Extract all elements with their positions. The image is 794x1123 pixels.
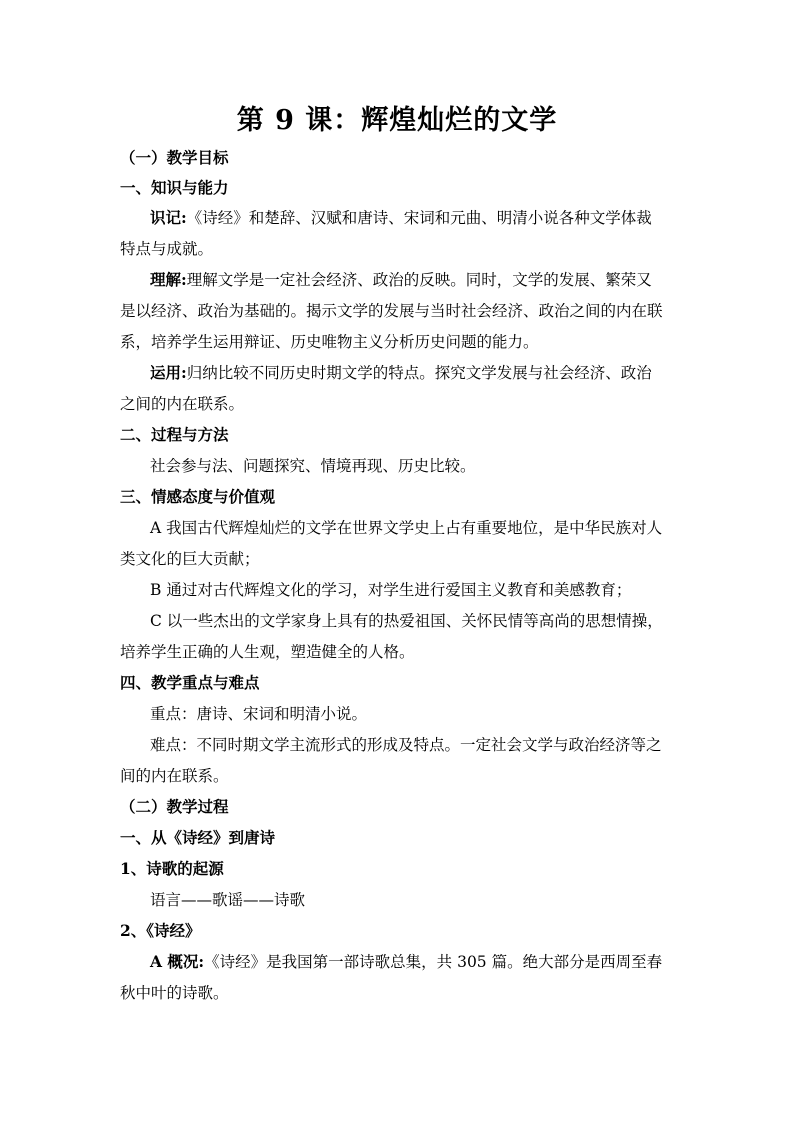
paragraph-line: A 我国古代辉煌灿烂的文学在世界文学史上占有重要地位，是中华民族对人 bbox=[150, 519, 663, 537]
paragraph-line bbox=[150, 270, 652, 290]
subsection-heading: 一、知识与能力 bbox=[120, 178, 229, 197]
term-label: 运用: bbox=[150, 363, 187, 382]
subsection-heading: 四、教学重点与难点 bbox=[120, 673, 260, 692]
paragraph-line: 之间的内在联系。 bbox=[120, 395, 245, 413]
term-label: 理解: bbox=[150, 270, 187, 289]
term-label: 识记: bbox=[150, 208, 187, 227]
paragraph-line: 类文化的巨大贡献； bbox=[120, 550, 260, 568]
paragraph-line: 系，培养学生运用辩证、历史唯物主义分析历史问题的能力。 bbox=[120, 333, 539, 351]
subsection-heading: 一、从《诗经》到唐诗 bbox=[120, 828, 276, 847]
paragraph-line: 重点：唐诗、宋词和明清小说。 bbox=[150, 705, 368, 723]
subsection-heading: 2、《诗经》 bbox=[120, 921, 201, 940]
subsection-heading: 1、诗歌的起源 bbox=[120, 859, 224, 878]
page-title: 第 9 课：辉煌灿烂的文学 bbox=[236, 105, 558, 136]
paragraph-line: 语言——歌谣——诗歌 bbox=[150, 891, 306, 909]
subsection-heading: 三、情感态度与价值观 bbox=[120, 487, 276, 506]
paragraph-line: 特点与成就。 bbox=[120, 240, 214, 258]
paragraph-line bbox=[150, 363, 652, 383]
paragraph-text: 《诗经》和楚辞、汉赋和唐诗、宋词和元曲、明清小说各种文学体裁 bbox=[186, 209, 652, 227]
paragraph-text: 理解文学是一定社会经济、政治的反映。同时，文学的发展、繁荣又 bbox=[186, 271, 652, 289]
paragraph-line: 难点：不同时期文学主流形式的形成及特点。一定社会文学与政治经济等之 bbox=[150, 736, 662, 754]
section-heading: （二）教学过程 bbox=[120, 797, 229, 816]
paragraph-line: 秋中叶的诗歌。 bbox=[120, 984, 229, 1002]
subsection-heading: 二、过程与方法 bbox=[120, 425, 229, 444]
paragraph-line: 间的内在联系。 bbox=[120, 767, 229, 785]
paragraph-line bbox=[150, 208, 652, 228]
paragraph-line: C 以一些杰出的文学家身上具有的热爱祖国、关怀民情等高尚的思想情操， bbox=[150, 612, 663, 630]
paragraph-line: 社会参与法、问题探究、情境再现、历史比较。 bbox=[150, 457, 476, 475]
section-heading: （一）教学目标 bbox=[120, 148, 229, 167]
paragraph-line: B 通过对古代辉煌文化的学习，对学生进行爱国主义教育和美感教育； bbox=[150, 581, 632, 599]
paragraph-line: 培养学生正确的人生观，塑造健全的人格。 bbox=[120, 643, 415, 661]
paragraph-line bbox=[150, 952, 662, 972]
paragraph-line: 是以经济、政治为基础的。揭示文学的发展与当时社会经济、政治之间的内在联 bbox=[120, 302, 663, 320]
term-label: A 概况: bbox=[150, 952, 205, 971]
paragraph-text: 归纳比较不同历史时期文学的特点。探究文学发展与社会经济、政治 bbox=[186, 364, 652, 382]
paragraph-text: 《诗经》是我国第一部诗歌总集，共 305 篇。绝大部分是西周至春 bbox=[204, 953, 663, 971]
